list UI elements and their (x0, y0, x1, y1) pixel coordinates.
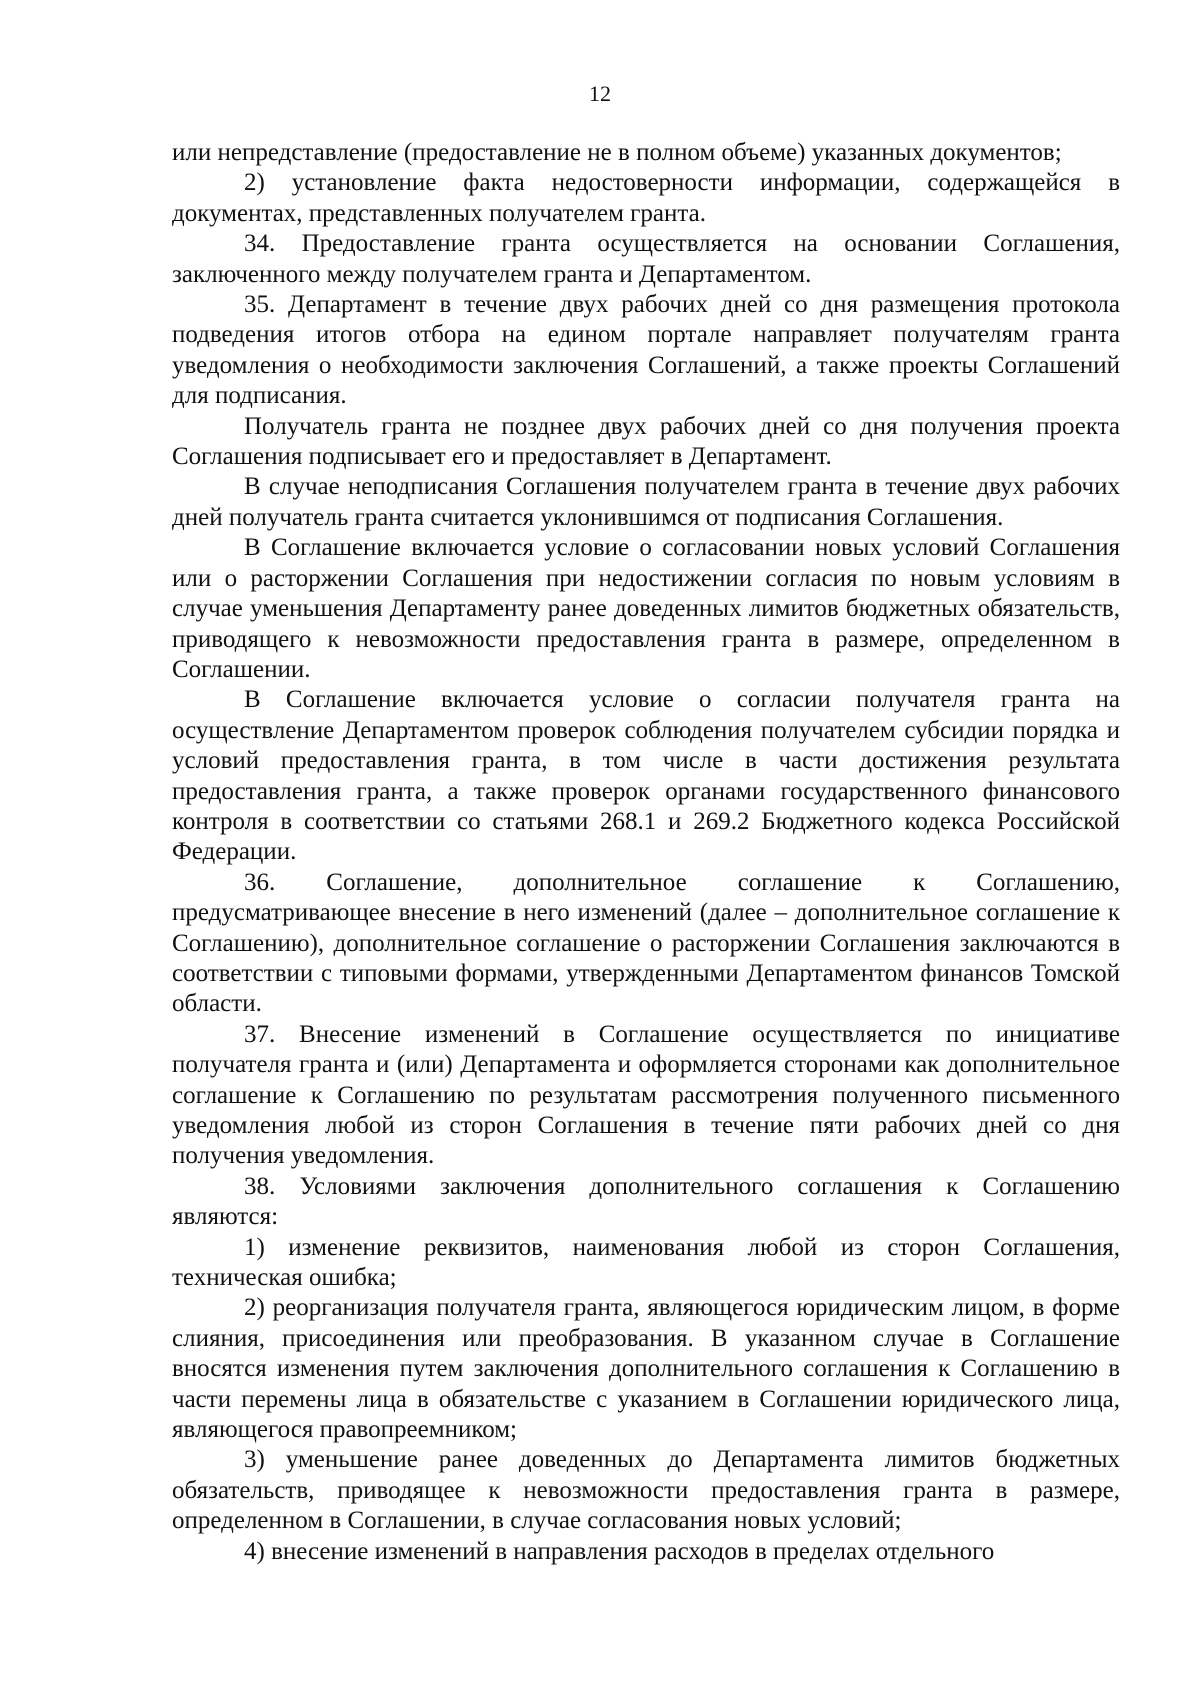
paragraph: Получатель гранта не позднее двух рабочих дней со дня получения проекта Соглашения подписывает его и предоставляет в Департамент. (172, 412, 1120, 471)
paragraph: 2) реорганизация получателя гранта, являющегося юридическим лицом, в форме слияния, присоединения или преобразования. В указанном случае в Соглашение вносятся изменения путем заключения дополнительного соглашения к Соглашению в части перемены лица в обязательстве с указанием в Соглашении юридического лица, являющегося правопреемником; (172, 1294, 1120, 1444)
paragraph: 35. Департамент в течение двух рабочих дней со дня размещения протокола подведения итогов отбора на едином портале направляет получателям гранта уведомления о необходимости заключения Соглашений, а также проекты Соглашений для подписания. (172, 291, 1120, 410)
paragraph: 37. Внесение изменений в Соглашение осуществляется по инициативе получателя гранта и (или) Департамента и оформляется сторонами как дополнительное соглашение к Соглашению по результатам рассмотрения полученного письменного уведомления любой из сторон Соглашения в течение пяти рабочих дней со дня получения уведомления. (172, 1020, 1120, 1170)
paragraph: 38. Условиями заключения дополнительного соглашения к Соглашению являются: (172, 1172, 1120, 1231)
paragraph: или непредставление (предоставление не в полном объеме) указанных документов; (172, 139, 1062, 166)
paragraph: 34. Предоставление гранта осуществляется на основании Соглашения, заключенного между получателем гранта и Департаментом. (172, 230, 1120, 288)
paragraph: 1) изменение реквизитов, наименования любой из сторон Соглашения, техническая ошибка; (172, 1233, 1120, 1292)
paragraph: 36. Соглашение, дополнительное соглашение к Соглашению, предусматривающее внесение в него изменений (далее – дополнительное соглашение к Соглашению), дополнительное соглашение о расторжении Соглашения заключаются в соответствии с типовыми формами, утвержденными Департаментом финансов Томской области. (172, 868, 1120, 1018)
document-body (172, 138, 1120, 1567)
page-number: 12 (589, 81, 611, 106)
paragraph: 2) установление факта недостоверности информации, содержащейся в документах, представленных получателем гранта. (172, 169, 1120, 227)
paragraph: 3) уменьшение ранее доведенных до Департамента лимитов бюджетных обязательств, приводящее к невозможности предоставления гранта в размере, определенном в Соглашении, в случае согласования новых условий; (172, 1446, 1120, 1535)
paragraph: В Соглашение включается условие о согласовании новых условий Соглашения или о расторжении Соглашения при недостижении согласия по новым условиям в случае уменьшения Департаменту ранее доведенных лимитов бюджетных обязательств, приводящего к невозможности предоставления гранта в размере, определенном в Соглашении. (172, 534, 1120, 683)
paragraph: В Соглашение включается условие о согласии получателя гранта на осуществление Департаментом проверок соблюдения получателем субсидии порядка и условий предоставления гранта, в том числе в части достижения результата предоставления гранта, а также проверок органами государственного финансового контроля в соответствии со статьями 268.1 и 269.2 Бюджетного кодекса Российской Федерации. (172, 686, 1120, 866)
paragraph: В случае неподписания Соглашения получателем гранта в течение двух рабочих дней получатель гранта считается уклонившимся от подписания Соглашения. (172, 473, 1120, 531)
paragraph: 4) внесение изменений в направления расходов в пределах отдельного (244, 1537, 995, 1565)
